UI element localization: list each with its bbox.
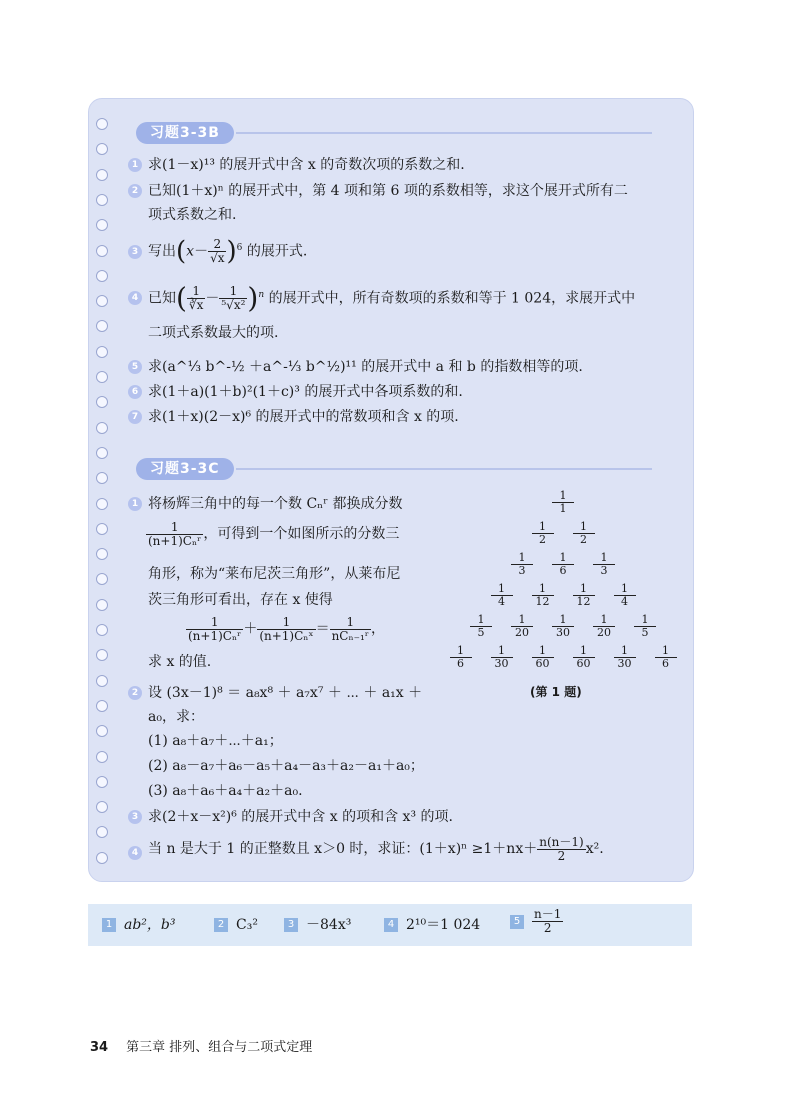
ring-hole xyxy=(96,346,108,358)
ring-hole xyxy=(96,599,108,611)
triangle-fraction: 1 20 xyxy=(593,614,615,639)
ring-hole xyxy=(96,194,108,206)
exercise-c1-line3: 角形，称为“莱布尼茨三角形”，从莱布尼 xyxy=(148,566,401,582)
exercise-c2-part3: (3) a₈＋a₆＋a₄＋a₂＋a₀. xyxy=(148,783,303,799)
exercise-b4-cont: 二项式系数最大的项. xyxy=(148,325,279,341)
section-title-c: 习题3-3C xyxy=(136,458,234,480)
triangle-fraction: 1 6 xyxy=(450,645,472,670)
ring-hole xyxy=(96,700,108,712)
triangle-fraction: 1 60 xyxy=(573,645,595,670)
ring-hole xyxy=(96,523,108,535)
ring-hole xyxy=(96,548,108,560)
exercise-c1-line2: $\frac{1}{\text{(n+1)Cₙʳ}}$ ，可得到一个如图所示的分数三 xyxy=(148,519,400,548)
item-number: 5 xyxy=(128,360,142,374)
answer-5: 5 $\frac{n-1}{2}$ xyxy=(510,908,563,935)
fraction: $\frac{n(n-1)}{2}$ xyxy=(539,834,584,863)
exercise-b7: 求(1＋x)(2－x)⁶ 的展开式中的常数项和含 x 的项. xyxy=(148,409,459,425)
ring-hole xyxy=(96,245,108,257)
exercise-b5: 求(a^⅓ b^-½ ＋a^-⅓ b^½)¹¹ 的展开式中 a 和 b 的指数相等的项. xyxy=(148,359,583,375)
ring-hole xyxy=(96,320,108,332)
fraction: $\frac{1}{\text{(n+1)Cₙʳ}}$ xyxy=(148,519,202,548)
exercise-c1-equation: $\frac{1}{\text{(n+1)Cₙʳ}}$ ＋ $\frac{1}{\text{(n+1)Cₙˣ}}$ ＝ $\frac{1}{\text{nCₙ₋₁ʳ}}$ ， xyxy=(188,614,385,643)
exercise-c2-part2: (2) a₈－a₇＋a₆－a₅＋a₄－a₃＋a₂－a₁＋a₀； xyxy=(148,758,424,774)
exercise-c4: 当 n 是大于 1 的正整数且 x＞0 时，求证：(1＋x)ⁿ ≥1＋nx＋ $\frac{n(n-1)}{2}$ x². xyxy=(148,834,604,863)
item-number: 3 xyxy=(128,245,142,259)
ring-hole xyxy=(96,624,108,636)
exercise-c2-line1: 设 (3x－1)⁸ ＝ a₈x⁸ ＋ a₇x⁷ ＋ ⋯ ＋ a₁x ＋ xyxy=(148,685,423,701)
answers-bar xyxy=(88,904,692,946)
answer-3: 3 －84x³ xyxy=(284,916,351,934)
figure-caption: (第 1 题) xyxy=(530,685,582,699)
triangle-fraction: 1 3 xyxy=(593,552,615,577)
ring-hole xyxy=(96,270,108,282)
ring-hole xyxy=(96,118,108,130)
item-number: 4 xyxy=(128,291,142,305)
ring-hole xyxy=(96,675,108,687)
item-number: 7 xyxy=(128,410,142,424)
exercise-b6: 求(1＋a)(1＋b)²(1＋c)³ 的展开式中各项系数的和. xyxy=(148,384,463,400)
item-number: 1 xyxy=(128,497,142,511)
section-title-b: 习题3-3B xyxy=(136,122,234,144)
ring-hole xyxy=(96,776,108,788)
ring-hole xyxy=(96,725,108,737)
answer-2: 2 C₃² xyxy=(214,916,258,934)
ring-hole xyxy=(96,169,108,181)
exercise-b2-cont: 项式系数之和. xyxy=(148,207,237,223)
ring-hole xyxy=(96,422,108,434)
exercise-c2-part1: (1) a₈＋a₇＋⋯＋a₁； xyxy=(148,733,283,749)
fraction: $\frac{2}{√x}$ xyxy=(210,237,225,266)
ring-hole xyxy=(96,751,108,763)
exercise-b2: 已知(1＋x)ⁿ 的展开式中，第 4 项和第 6 项的系数相等，求这个展开式所有二 xyxy=(148,183,628,199)
ring-hole xyxy=(96,295,108,307)
triangle-fraction: 1 4 xyxy=(491,583,513,608)
triangle-fraction: 1 12 xyxy=(573,583,595,608)
ring-hole xyxy=(96,219,108,231)
exercise-b4: 已知( $\frac{1}{∛x}$ － $\frac{1}{\text{⁵√x²}}$ )$^n$ 的展开式中，所有奇数项的系数和等于 1 024，求展开式中 xyxy=(148,281,636,315)
triangle-fraction: 1 6 xyxy=(552,552,574,577)
triangle-fraction: 1 5 xyxy=(634,614,656,639)
exercise-c1-line5: 求 x 的值. xyxy=(148,654,212,670)
triangle-fraction: 1 30 xyxy=(552,614,574,639)
exercise-c1-line4: 茨三角形可看出，存在 x 使得 xyxy=(148,592,333,608)
triangle-fraction: 1 30 xyxy=(614,645,636,670)
triangle-fraction: 1 12 xyxy=(532,583,554,608)
text-prefix: 写出 xyxy=(148,243,176,260)
item-number: 1 xyxy=(128,158,142,172)
exercise-c1-line1: 将杨辉三角中的每一个数 Cₙʳ 都换成分数 xyxy=(148,496,403,512)
ring-hole xyxy=(96,826,108,838)
triangle-fraction: 1 20 xyxy=(511,614,533,639)
chapter-title: 第三章 排列、组合与二项式定理 xyxy=(126,1040,313,1055)
ring-hole xyxy=(96,371,108,383)
triangle-fraction: 1 2 xyxy=(532,521,554,546)
ring-hole xyxy=(96,852,108,864)
item-number: 3 xyxy=(128,810,142,824)
exercise-c3: 求(2＋x－x²)⁶ 的展开式中含 x 的项和含 x³ 的项. xyxy=(148,809,453,825)
ring-hole xyxy=(96,396,108,408)
triangle-fraction: 1 30 xyxy=(491,645,513,670)
item-number: 2 xyxy=(128,184,142,198)
ring-hole xyxy=(96,472,108,484)
page-number: 34 xyxy=(90,1040,109,1055)
ring-hole xyxy=(96,573,108,585)
triangle-fraction: 1 5 xyxy=(470,614,492,639)
ring-hole xyxy=(96,498,108,510)
triangle-fraction: 1 3 xyxy=(511,552,533,577)
exercise-b3: 写出(x－ $\frac{2}{√x}$ )$^6$ 的展开式. xyxy=(148,236,308,267)
section-divider xyxy=(236,468,652,470)
ring-hole xyxy=(96,801,108,813)
answer-4: 4 2¹⁰＝1 024 xyxy=(384,916,480,934)
ring-hole xyxy=(96,649,108,661)
section-divider xyxy=(236,132,652,134)
triangle-fraction: 1 60 xyxy=(532,645,554,670)
triangle-fraction: 1 4 xyxy=(614,583,636,608)
triangle-fraction: 1 6 xyxy=(655,645,677,670)
ring-hole xyxy=(96,447,108,459)
item-number: 4 xyxy=(128,846,142,860)
triangle-fraction: 1 1 xyxy=(552,490,574,515)
page-footer xyxy=(90,1036,312,1055)
item-number: 6 xyxy=(128,385,142,399)
exercise-c2-line2: a₀，求： xyxy=(148,709,204,725)
exercise-b1: 求(1－x)¹³ 的展开式中含 x 的奇数次项的系数之和. xyxy=(148,157,465,173)
triangle-fraction: 1 2 xyxy=(573,521,595,546)
item-number: 2 xyxy=(128,686,142,700)
ring-hole xyxy=(96,143,108,155)
text-suffix: 的展开式. xyxy=(246,243,308,260)
answer-1: 1 ab²，b³ xyxy=(102,916,176,934)
notebook-rings xyxy=(96,118,110,863)
